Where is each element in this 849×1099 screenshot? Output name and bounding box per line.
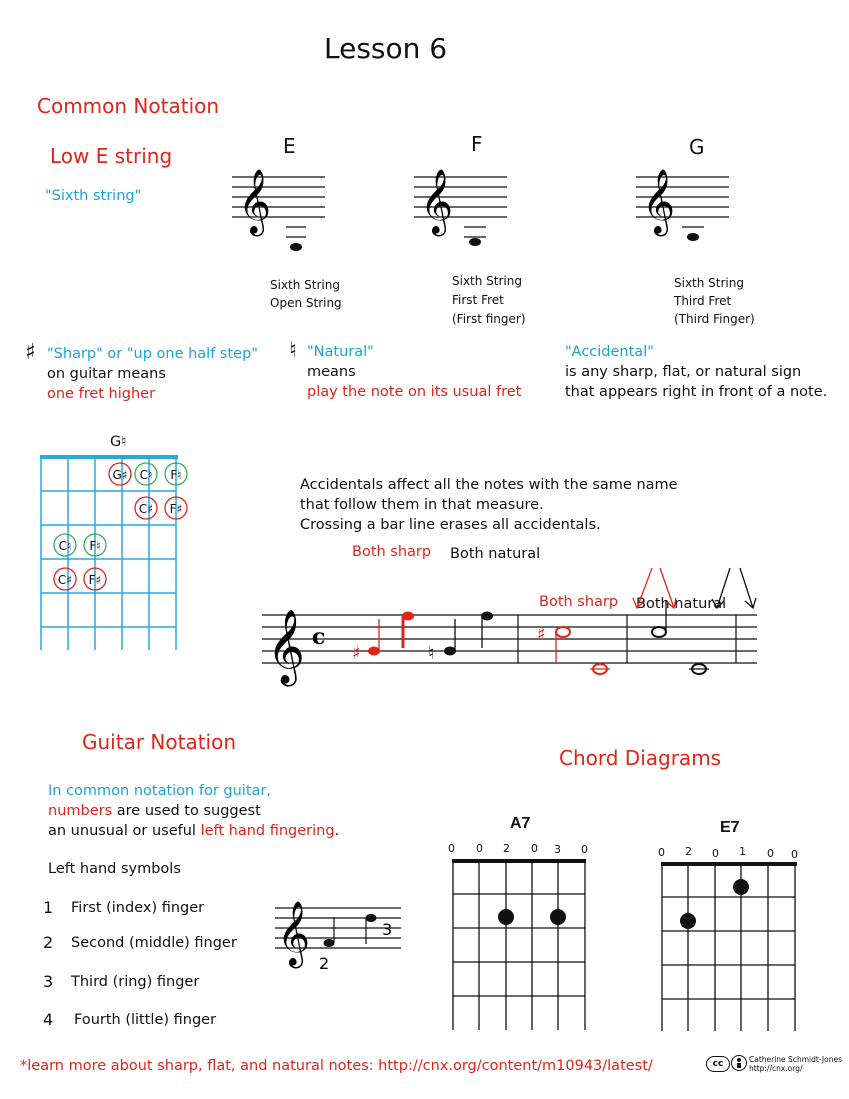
chord-diagram-a7	[445, 840, 595, 1035]
fret-marker: C♮	[139, 468, 153, 482]
attribution-icon	[731, 1055, 747, 1071]
caption-e: Sixth String Open String	[270, 278, 342, 310]
label-both-natural-2: Both natural	[636, 596, 727, 612]
treble-clef-icon: 𝄞	[642, 169, 676, 234]
fretboard-top-label: G♮	[110, 434, 127, 450]
note-name-f: F	[471, 132, 483, 156]
sharp-icon: ♯	[352, 643, 361, 664]
fret-number: 2	[503, 842, 510, 855]
sharp-icon: ♯	[25, 340, 36, 365]
fret-number: 2	[685, 845, 692, 858]
fingering-number: 2	[319, 954, 330, 973]
finger-label-2: Second (middle) finger	[71, 935, 237, 951]
chord-name-e7: E7	[720, 819, 740, 836]
fret-marker: F♯	[88, 573, 102, 587]
note-name-g: G	[689, 135, 705, 159]
fret-number: 0	[476, 842, 483, 855]
sixth-string-quote: "Sixth string"	[45, 188, 142, 204]
accidental-explanation: "Accidental" is any sharp, flat, or natural sign that appears right in front of a note.	[565, 344, 828, 400]
fret-marker: F♯	[169, 502, 183, 516]
staff-g	[636, 170, 731, 250]
fret-number: 0	[767, 847, 774, 860]
fret-number: 0	[791, 848, 798, 861]
finger-number-3: 3	[43, 972, 54, 991]
left-hand-symbols-heading: Left hand symbols	[48, 861, 181, 877]
finger-label-3: Third (ring) finger	[71, 974, 200, 990]
sharp-icon: ♯	[537, 624, 546, 645]
caption-g: Sixth String Third Fret (Third Finger)	[674, 276, 755, 326]
accidentals-rule: Accidentals affect all the notes with the same name that follow them in that measure. Crossing a bar line erases all accidentals.	[300, 477, 678, 533]
treble-clef-icon: 𝄞	[420, 169, 454, 234]
fret-marker: F♮	[89, 539, 101, 553]
accidentals-staff	[262, 560, 762, 690]
sharp-explanation: "Sharp" or "up one half step" on guitar means one fret higher	[47, 346, 258, 402]
natural-explanation: "Natural" means play the note on its usual fret	[307, 344, 522, 400]
guitar-notation-heading: Guitar Notation	[82, 730, 237, 754]
footer-note: *learn more about sharp, flat, and natural notes: http://cnx.org/content/m10943/latest/	[20, 1058, 653, 1074]
finger-number-4: 4	[43, 1010, 54, 1029]
fretboard-diagram	[38, 455, 183, 655]
fret-number: 3	[554, 843, 561, 856]
natural-icon: ♮	[289, 338, 297, 363]
label-both-natural-1: Both natural	[450, 546, 541, 562]
chord-diagram-e7	[655, 843, 805, 1038]
staff-e	[232, 170, 327, 250]
finger-label-1: First (index) finger	[71, 900, 205, 916]
cc-icon: cc	[706, 1056, 730, 1072]
treble-clef-icon: 𝄞	[277, 901, 311, 966]
fret-number: 1	[739, 845, 746, 858]
natural-icon: ♮	[428, 643, 435, 664]
chord-diagrams-heading: Chord Diagrams	[559, 746, 722, 770]
fret-marker: C♮	[58, 539, 72, 553]
label-both-sharp-1: Both sharp	[352, 544, 432, 560]
fret-marker: C♯	[57, 573, 73, 587]
fret-number: 0	[712, 847, 719, 860]
fret-number: 0	[658, 846, 665, 859]
fingering-example-staff	[275, 900, 405, 975]
page-title: Lesson 6	[324, 32, 448, 65]
fret-marker: G♯	[112, 468, 128, 482]
author-credit: Catherine Schmidt-Jones http://cnx.org/	[749, 1055, 842, 1073]
chord-name-a7: A7	[510, 815, 531, 832]
fret-marker: C♯	[138, 502, 154, 516]
low-e-heading: Low E string	[50, 144, 173, 168]
fret-number: 0	[581, 843, 588, 856]
guitar-notation-explanation: In common notation for guitar, numbers are used to suggest an unusual or useful left hand fingering.	[48, 783, 340, 839]
staff-f	[414, 170, 509, 250]
finger-label-4: Fourth (little) finger	[74, 1012, 217, 1028]
label-both-sharp-2: Both sharp	[539, 594, 619, 610]
finger-number-2: 2	[43, 933, 54, 952]
caption-f: Sixth String First Fret (First finger)	[452, 274, 526, 326]
fingering-number: 3	[382, 920, 393, 939]
common-notation-heading: Common Notation	[37, 94, 220, 118]
fret-number: 0	[448, 842, 455, 855]
treble-clef-icon: 𝄞	[238, 169, 272, 234]
fret-number: 0	[531, 842, 538, 855]
treble-clef-icon: 𝄞	[267, 610, 305, 684]
common-time-icon: c	[312, 624, 326, 650]
finger-number-1: 1	[43, 898, 54, 917]
note-name-e: E	[283, 134, 296, 158]
fret-marker: F♮	[170, 468, 182, 482]
